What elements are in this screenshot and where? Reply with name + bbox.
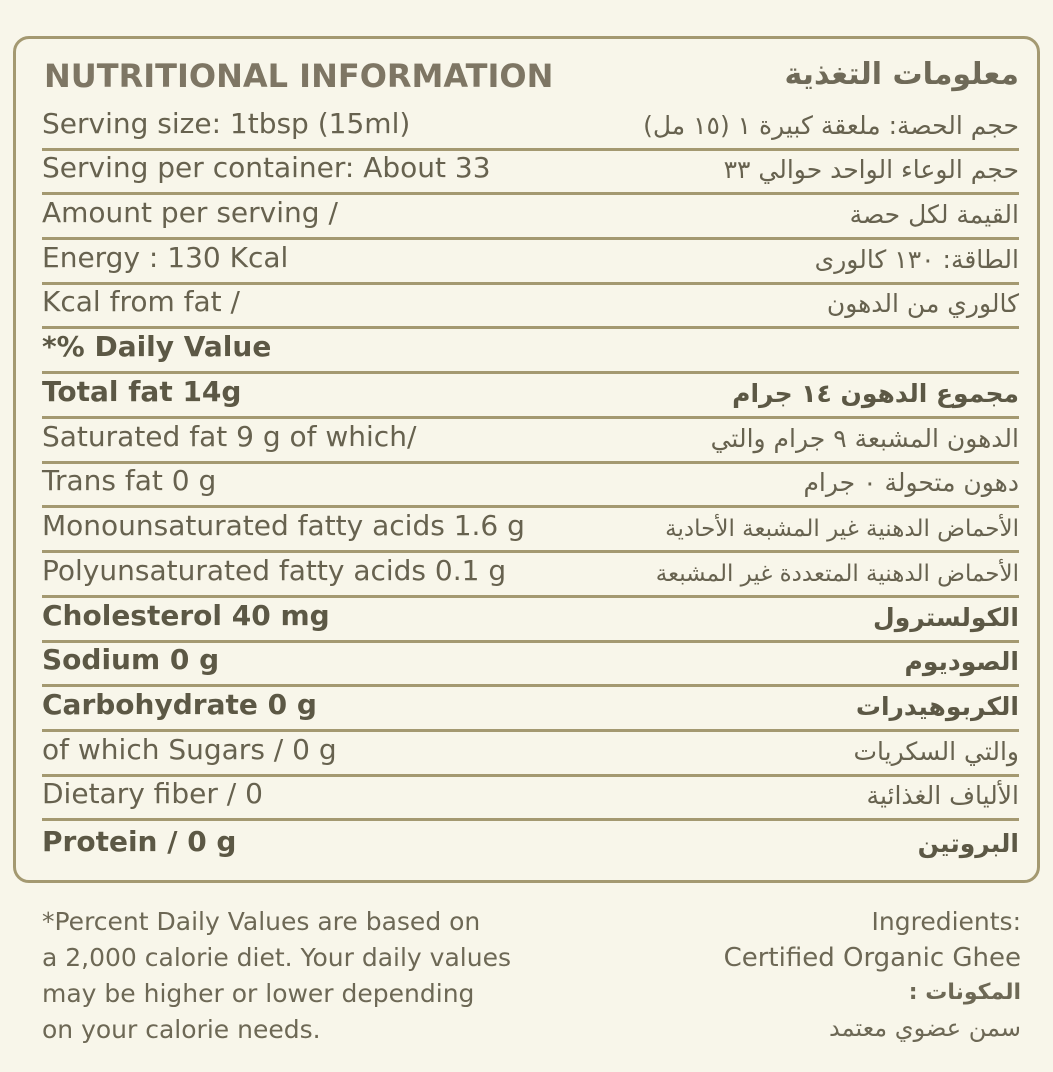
- row-saturated-fat: [42, 420, 1019, 464]
- title-en: NUTRITIONAL INFORMATION: [44, 57, 554, 95]
- row-label-en: Monounsaturated fatty acids 1.6 g: [42, 509, 525, 542]
- row-label-ar: كالوري من الدهون: [826, 289, 1019, 318]
- row-label-ar: الصوديوم: [904, 647, 1019, 676]
- note-line: *Percent Daily Values are based on: [42, 907, 481, 936]
- row-serving-per-container: [42, 151, 1019, 195]
- row-polyunsaturated: [42, 554, 1019, 598]
- row-trans-fat: [42, 464, 1019, 508]
- row-label-en: Total fat 14g: [42, 375, 242, 408]
- row-label-ar: الدهون المشبعة ٩ جرام والتي: [710, 424, 1019, 453]
- row-label-en: Serving per container: About 33: [42, 151, 491, 184]
- row-serving-size: [42, 107, 1019, 151]
- row-label-ar: الأحماض الدهنية غير المشبعة الأحادية: [665, 516, 1019, 542]
- row-label-en: Energy : 130 Kcal: [42, 241, 289, 274]
- row-label-en: Cholesterol 40 mg: [42, 599, 330, 632]
- row-label-ar: البروتين: [917, 829, 1019, 858]
- row-label-ar: والتي السكريات: [853, 737, 1019, 766]
- title-ar: معلومات التغذية: [784, 57, 1019, 92]
- row-label-ar: القيمة لكل حصة: [849, 200, 1019, 229]
- row-total-fat: [42, 375, 1019, 419]
- panel-header: [44, 57, 1019, 97]
- row-label-en: Serving size: 1tbsp (15ml): [42, 107, 411, 140]
- row-label-ar: مجموع الدهون ١٤ جرام: [732, 379, 1019, 408]
- row-label-ar: الأحماض الدهنية المتعددة غير المشبعة: [655, 561, 1019, 587]
- row-label-en: Dietary fiber / 0: [42, 777, 263, 810]
- row-energy: [42, 241, 1019, 285]
- row-label-ar: الطاقة: ١٣٠ كالورى: [814, 245, 1019, 274]
- row-daily-value: [42, 330, 1019, 374]
- row-label-ar: حجم الوعاء الواحد حوالي ٣٣: [723, 155, 1019, 184]
- note-line: a 2,000 calorie diet. Your daily values: [42, 943, 511, 972]
- row-label-en: Protein / 0 g: [42, 825, 237, 858]
- row-label-ar: الكولسترول: [873, 603, 1019, 632]
- note-line: may be higher or lower depending: [42, 979, 475, 1008]
- row-label-en: Polyunsaturated fatty acids 0.1 g: [42, 554, 507, 587]
- row-monounsaturated: [42, 509, 1019, 553]
- row-label-en: Saturated fat 9 g of which/: [42, 420, 417, 453]
- row-label-ar: الكربوهيدرات: [855, 692, 1019, 721]
- row-carbohydrate: [42, 688, 1019, 732]
- row-label-ar: الألياف الغذائية: [866, 781, 1019, 810]
- row-label-ar: حجم الحصة: ملعقة كبيرة ١ (١٥ مل): [643, 111, 1019, 140]
- note-line: on your calorie needs.: [42, 1015, 321, 1044]
- row-label-en: *% Daily Value: [42, 330, 272, 363]
- ingredients-label-ar: المكونات :: [908, 980, 1021, 1005]
- row-sugars: [42, 733, 1019, 777]
- ingredients-value-ar: سمن عضوي معتمد: [829, 1014, 1021, 1042]
- daily-value-note: [42, 904, 562, 1048]
- row-label-en: Trans fat 0 g: [42, 464, 217, 497]
- row-sodium: [42, 643, 1019, 687]
- ingredients-block: [724, 904, 1021, 1046]
- row-label-en: Amount per serving /: [42, 196, 338, 229]
- nutrition-panel: [13, 36, 1040, 883]
- row-kcal-from-fat: [42, 285, 1019, 329]
- row-label-en: of which Sugars / 0 g: [42, 733, 337, 766]
- row-label-en: Carbohydrate 0 g: [42, 688, 317, 721]
- row-label-en: Kcal from fat /: [42, 285, 240, 318]
- row-cholesterol: [42, 599, 1019, 643]
- row-protein: [42, 822, 1019, 866]
- row-amount-per-serving: [42, 196, 1019, 240]
- ingredients-label: Ingredients:: [871, 907, 1021, 936]
- row-dietary-fiber: [42, 777, 1019, 821]
- ingredients-value: Certified Organic Ghee: [723, 943, 1021, 973]
- row-label-en: Sodium 0 g: [42, 643, 220, 676]
- row-label-ar: دهون متحولة ٠ جرام: [803, 468, 1019, 497]
